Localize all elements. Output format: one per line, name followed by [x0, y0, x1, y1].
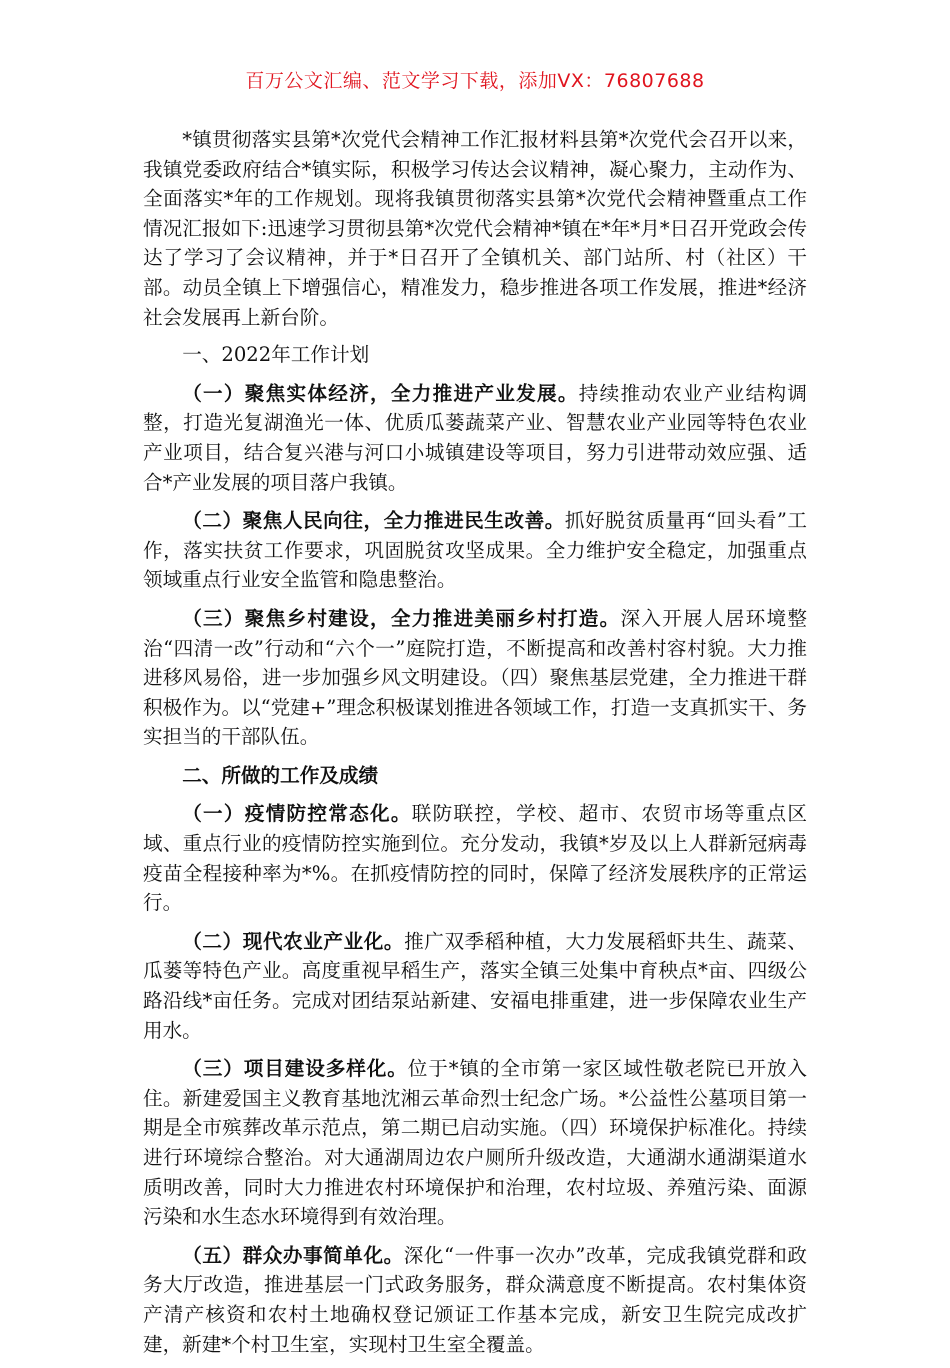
- paragraph: [143, 927, 807, 1045]
- paragraph-lead: （一）聚焦实体经济，全力推进产业发展。: [182, 381, 579, 405]
- paragraph-lead: （二）聚焦人民向往，全力推进民生改善。: [182, 509, 565, 533]
- paragraph-lead: （三）聚焦乡村建设，全力推进美丽乡村打造。: [182, 606, 621, 630]
- paragraph-body: 深入开展人居环境整治“四清一改”行动和“六个一”庭院打造，不断提高和改善村容村貌。大力推进移风易俗，进一步加强乡风文明建设。（四）聚焦基层党建，全力推进干群积极作为。以“党建+”理念积极谋划推进各领域工作，打造一支真抓实干、务实担当的干部队伍。: [143, 606, 808, 749]
- document-body: [143, 125, 807, 1368]
- paragraph-body: 持续推动农业产业结构调整，打造光复湖渔光一体、优质瓜蒌蔬菜产业、智慧农业产业园等特色农业产业项目，结合复兴港与河口小城镇建设等项目，努力引进带动效应强、适合*产业发展的项目落户我镇。: [143, 381, 808, 494]
- paragraph-lead: （一）疫情防控常态化。: [182, 802, 412, 826]
- paragraph: [143, 506, 807, 595]
- paragraph-lead: （三）项目建设多样化。: [182, 1057, 408, 1081]
- paragraph-body: 推广双季稻种植，大力发展稻虾共生、蔬菜、瓜蒌等特色产业。高度重视早稻生产，落实全镇三处集中育秧点*亩、四级公路沿线*亩任务。完成对团结泵站新建、安福电排重建，进一步保障农业生产用水。: [143, 929, 808, 1042]
- promo-header: 百万公文汇编、范文学习下载，添加VX：76807688: [245, 70, 705, 92]
- paragraph: [143, 379, 807, 497]
- paragraph-lead: （五）群众办事简单化。: [182, 1243, 404, 1267]
- paragraph: [143, 799, 807, 917]
- paragraph-body: 抓好脱贫质量再“回头看”工作，落实扶贫工作要求，巩固脱贫攻坚成果。全力维护安全稳定，加强重点领域重点行业安全监管和隐患整治。: [143, 509, 807, 592]
- paragraph: [143, 1241, 807, 1359]
- paragraph-body: 位于*镇的全市第一家区域性敬老院已开放入住。新建爱国主义教育基地沈湘云革命烈士纪念广场。*公益性公墓项目第一期是全市殡葬改革示范点，第二期已启动实施。（四）环境保护标准化。持续进行环境综合整治。对大通湖周边农户厕所升级改造，大通湖水通湖渠道水质明改善，同时大力推进农村环境保护和治理，农村垃圾、养殖污染、面源污染和水生态水环境得到有效治理。: [143, 1057, 808, 1229]
- paragraph: [143, 1054, 807, 1232]
- intro-paragraph: *镇贯彻落实县第*次党代会精神工作汇报材料县第*次党代会召开以来，我镇党委政府结合*镇实际，积极学习传达会议精神，凝心聚力，主动作为、全面落实*年的工作规划。现将我镇贯彻落实县第*次党代会精神暨重点工作情况汇报如下:迅速学习贯彻县第*次党代会精神*镇在*年*月*日召开党政会传达了学习了会议精神，并于*日召开了全镇机关、部门站所、村（社区）干部。动员全镇上下增强信心，精准发力，稳步推进各项工作发展，推进*经济社会发展再上新台阶。: [143, 128, 807, 329]
- paragraph-body: 联防联控，学校、超市、农贸市场等重点区域、重点行业的疫情防控实施到位。充分发动，我镇*岁及以上人群新冠病毒疫苗全程接种率为*%。在抓疫情防控的同时，保障了经济发展秩序的正常运行。: [143, 802, 808, 915]
- section-heading-1: 一、2022年工作计划: [182, 343, 370, 367]
- section-heading-2: 二、所做的工作及成绩: [182, 763, 379, 787]
- paragraph-body: 深化“一件事一次办”改革，完成我镇党群和政务大厅改造，推进基层一门式政务服务，群众满意度不断提高。农村集体资产清产核资和农村土地确权登记颁证工作基本完成，新安卫生院完成改扩建，新建*个村卫生室，实现村卫生室全覆盖。: [143, 1243, 807, 1356]
- paragraph: [143, 604, 807, 752]
- paragraph-lead: （二）现代农业产业化。: [182, 929, 405, 953]
